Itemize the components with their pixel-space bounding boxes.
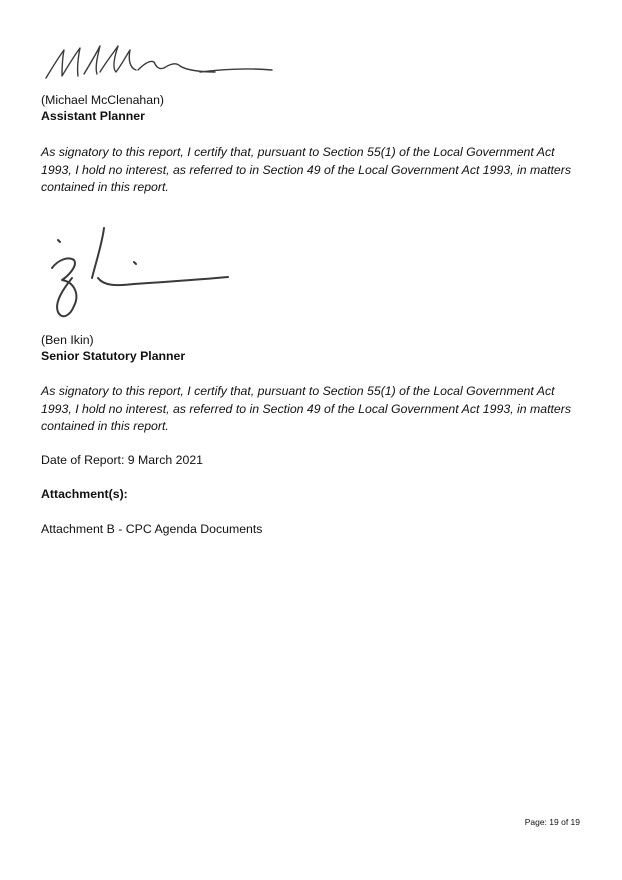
report-date: Date of Report: 9 March 2021: [41, 453, 203, 467]
certification-line: As signatory to this report, I certify that, pursuant to Section 55(1) of the Local Government Act: [41, 384, 555, 398]
attachment-item[interactable]: Attachment B - CPC Agenda Documents: [41, 522, 263, 536]
signatory2-title: Senior Statutory Planner: [41, 349, 186, 363]
certification-line: contained in this report.: [41, 180, 169, 194]
signatory1-certification: [41, 144, 586, 197]
signatory1-name: (Michael McClenahan): [41, 93, 165, 107]
attachments-heading: Attachment(s):: [41, 487, 128, 501]
signatory2-name: (Ben Ikin): [41, 333, 94, 347]
certification-line: 1993, I hold no interest, as referred to in Section 49 of the Local Government Act 1993, in matters: [41, 401, 571, 416]
signatory1-title: Assistant Planner: [41, 109, 145, 123]
certification-line: 1993, I hold no interest, as referred to in Section 49 of the Local Government Act 1993, in matters: [41, 162, 571, 177]
page-number: Page: 19 of 19: [524, 817, 580, 827]
signature-mcclenahan: [40, 42, 275, 84]
certification-line: As signatory to this report, I certify that, pursuant to Section 55(1) of the Local Government Act: [41, 145, 555, 159]
certification-line: contained in this report.: [41, 419, 169, 433]
signature-ikin: [44, 222, 234, 326]
signatory2-certification: [41, 383, 586, 436]
